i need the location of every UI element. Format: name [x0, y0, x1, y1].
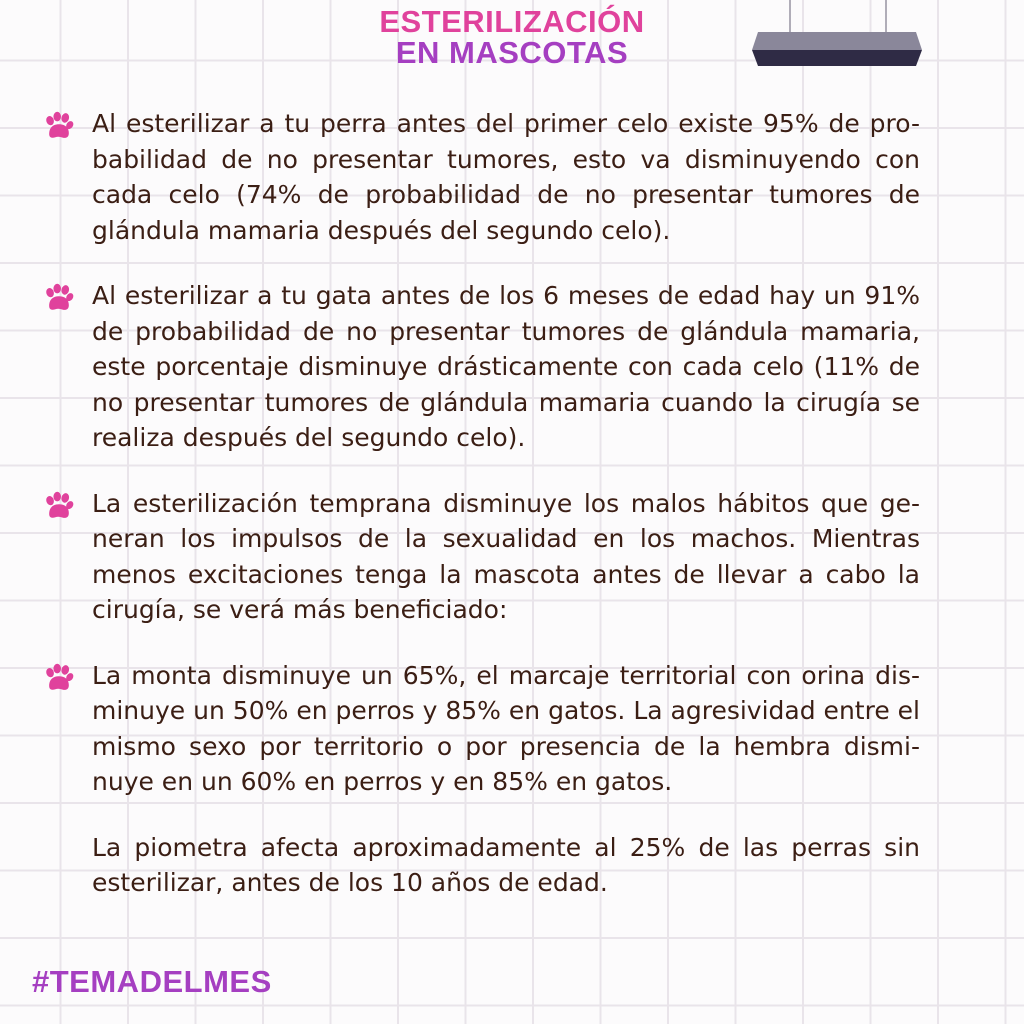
item-text: La monta disminuye un 65%, el marcaje territorial con orina dis-minuye un 50% en perros y 85% en gatos. La agresividad entre el mismo sexo por territorio o por presencia de la hembra dismi-nuye en un 60% en perros y en 85% en gatos. [92, 660, 920, 796]
paw-icon [42, 282, 76, 314]
list-item [42, 106, 920, 248]
title-line-1: ESTERILIZACIÓN [379, 4, 645, 39]
list-item [42, 278, 920, 456]
paw-icon [42, 110, 76, 142]
item-text: Al esterilizar a tu gata antes de los 6 meses de edad hay un 91% de probabilidad de no presentar tumores de glándula mamaria, este porcentaje disminuye drásticamente con cada celo (11% de no presentar tumores de glándula mamaria cuando la cirugía se realiza después del segundo celo). [92, 281, 920, 452]
paw-icon [42, 662, 76, 694]
list-item [42, 486, 920, 628]
hashtag: #TEMADELMES [32, 964, 272, 999]
item-text: La piometra afecta aproximadamente al 25% de las perras sin esterilizar, antes de los 10 años de edad. [92, 832, 920, 897]
title-line-2: EN MASCOTAS [395, 35, 629, 70]
list-item [42, 658, 920, 800]
paw-icon [42, 490, 76, 522]
list-item [42, 830, 920, 901]
content [42, 106, 920, 931]
item-text: Al esterilizar a tu perra antes del primer celo existe 95% de pro-babilidad de no presentar tumores, esto va disminuyendo con cada celo (74% de probabilidad de no presentar tumores de glándula mamaria después del segundo celo). [92, 109, 920, 245]
hanging-lamp-icon [748, 0, 926, 72]
item-text: La esterilización temprana disminuye los malos hábitos que ge-neran los impulsos de la sexualidad en los machos. Mientras menos excitaciones tenga la mascota antes de llevar a cabo la cirugía, se verá más beneficiado: [92, 488, 920, 624]
